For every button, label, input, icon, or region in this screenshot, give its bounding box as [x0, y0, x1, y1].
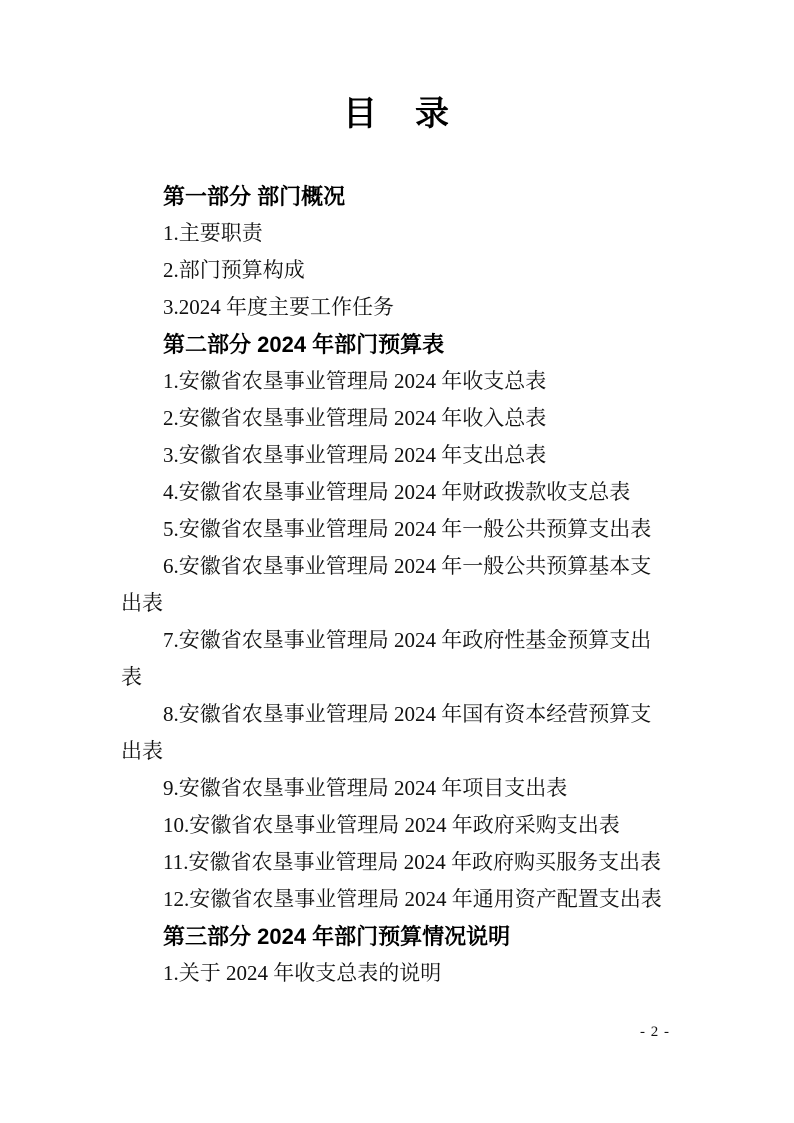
toc-section-3-heading: 第三部分 2024 年部门预算情况说明 — [163, 924, 511, 949]
toc-item: 3.安徽省农垦事业管理局 2024 年支出总表 — [163, 443, 547, 467]
toc-item: 9.安徽省农垦事业管理局 2024 年项目支出表 — [163, 776, 568, 800]
toc-item: 1.主要职责 — [163, 221, 263, 245]
toc-item: 1.关于 2024 年收支总表的说明 — [163, 961, 442, 985]
toc-item: 2.安徽省农垦事业管理局 2024 年收入总表 — [163, 406, 547, 430]
toc-item: 11.安徽省农垦事业管理局 2024 年政府购买服务支出表 — [163, 850, 661, 874]
toc-item: 2.部门预算构成 — [163, 258, 305, 282]
toc-item: 10.安徽省农垦事业管理局 2024 年政府采购支出表 — [163, 813, 620, 837]
toc-item: 12.安徽省农垦事业管理局 2024 年通用资产配置支出表 — [163, 887, 662, 911]
toc-item: 8.安徽省农垦事业管理局 2024 年国有资本经营预算支出表 — [121, 702, 652, 763]
toc-item: 1.安徽省农垦事业管理局 2024 年收支总表 — [163, 369, 547, 393]
toc-section-2-heading: 第二部分 2024 年部门预算表 — [163, 332, 445, 357]
toc-item: 3.2024 年度主要工作任务 — [163, 295, 394, 319]
page-number: - 2 - — [640, 1024, 670, 1040]
toc-item: 4.安徽省农垦事业管理局 2024 年财政拨款收支总表 — [163, 480, 631, 504]
toc-section-1-heading: 第一部分 部门概况 — [163, 184, 346, 209]
toc-content — [121, 178, 666, 992]
toc-item: 6.安徽省农垦事业管理局 2024 年一般公共预算基本支出表 — [121, 554, 652, 615]
page-title: 目 录 — [343, 95, 451, 133]
toc-item: 5.安徽省农垦事业管理局 2024 年一般公共预算支出表 — [163, 517, 652, 541]
toc-item: 7.安徽省农垦事业管理局 2024 年政府性基金预算支出表 — [121, 628, 652, 689]
